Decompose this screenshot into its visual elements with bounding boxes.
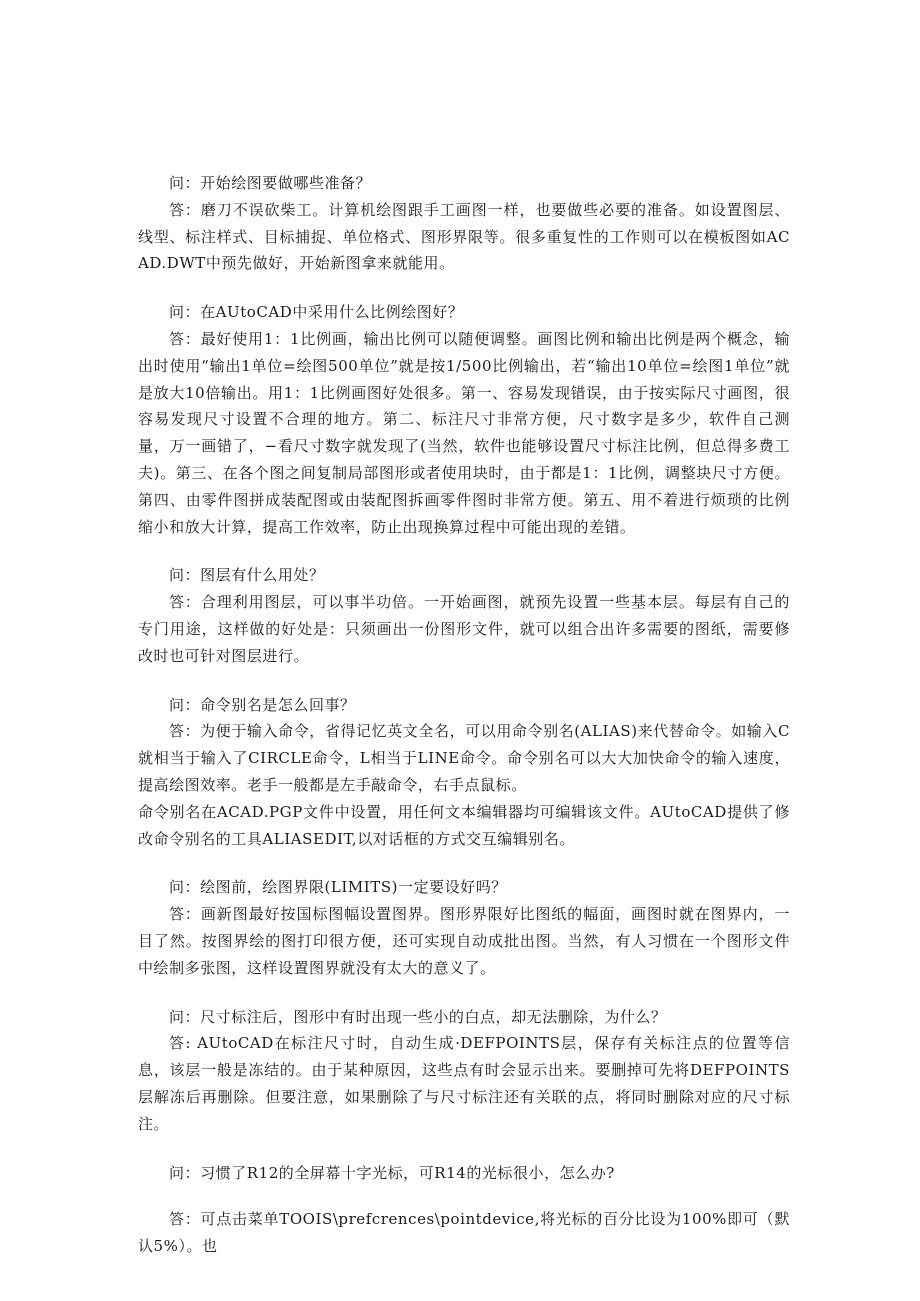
answer-text: 答：磨刀不误砍柴工。计算机绘图跟手工画图一样，也要做些必要的准备。如设置图层、线型、标注样式、目标捕捉、单位格式、图形界限等。很多重复性的工作则可以在模板图如ACAD.DWT中预先做好，开始新图拿来就能用。: [138, 200, 790, 273]
qa-section-7: [138, 1160, 790, 1260]
qa-section-4: [138, 692, 790, 853]
answer-text: 答：为便于输入命令，省得记忆英文全名，可以用命令别名(ALIAS)来代替命令。如输入C就相当于输入了CIRCLE命令，L相当于LINE命令。命令别名可以大大加快命令的输入速度，提高绘图效率。老手一般都是左手敲命令，右手点鼠标。: [138, 722, 790, 794]
answer-text: 答：可点击菜单TOOIS\prefcrences\pointdevice,将光标的百分比设为100%即可（默认5%）。也: [138, 1210, 790, 1256]
question-text: 问：开始绘图要做哪些准备？: [169, 174, 372, 192]
question-text: 问：习惯了R12的全屏幕十字光标，可R14的光标很小，怎么办?: [169, 1163, 615, 1182]
question-text: 问：绘图前，绘图界限(LIMITS)一定要设好吗？: [169, 878, 507, 897]
answer-text: 答：最好使用1：1比例画，输出比例可以随便调整。画图比例和输出比例是两个概念，输出时使用“输出1单位=绘图500单位”就是按1/500比例输出，若“输出10单位=绘图1单位”就是放大10倍输出。用1：1比例画图好处很多。第一、容易发现错误，由于按实际尺寸画图，很容易发现尺寸设置不合理的地方。第二、标注尺寸非常方便，尺寸数字是多少，软件自己测量，万一画错了，−看尺寸数字就发现了(当然，软件也能够设置尺寸标注比例，但总得多费工夫)。第三、在各个图之间复制局部图形或者使用块时，由于都是1：1比例，调整块尺寸方便。第四、由零件图拼成装配图或由装配图拆画零件图时非常方便。第五、用不着进行烦琐的比例缩小和放大计算，提高工作效率，防止出现换算过程中可能出现的差错。: [138, 329, 790, 536]
question-text: 问：图层有什么用处？: [169, 566, 325, 585]
qa-section-1: [138, 170, 790, 277]
qa-section-2: [138, 299, 790, 540]
question-text: 问：尺寸标注后，图形中有时出现一些小的白点，却无法删除，为什么？: [169, 1007, 667, 1026]
document-body: [138, 170, 790, 1282]
question-text: 问：命令别名是怎么回事？: [169, 695, 356, 714]
answer-text: 答：画新图最好按国标图幅设置图界。图形界限好比图纸的幅面，画图时就在图界内，一目了然。按图界绘的图打印很方便，还可实现自动成批出图。当然，有人习惯在一个图形文件中绘制多张图，这样设置图界就没有太大的意义了。: [138, 905, 790, 977]
qa-section-5: [138, 874, 790, 981]
answer-text: 答：合理利用图层，可以事半功倍。一开始画图，就预先设置一些基本层。每层有自己的专门用途，这样做的好处是：只须画出一份图形文件，就可以组合出许多需要的图纸，需要修改时也可针对图层进行。: [138, 593, 790, 665]
qa-section-6: [138, 1004, 790, 1138]
answer-continuation: 命令别名在ACAD.PGP文件中设置，用任何文本编辑器均可编辑该文件。AUtoCAD提供了修改命令别名的工具ALIASEDIT,以对话框的方式交互编辑别名。: [138, 802, 790, 848]
paragraph-gap: [138, 1186, 790, 1206]
qa-section-3: [138, 562, 790, 669]
question-text: 问：在AUtoCAD中采用什么比例绘图好？: [169, 303, 464, 322]
answer-text: 答: AUtoCAD在标注尺寸时，自动生成·DEFPOINTS层，保存有关标注点的位置等信息，该层一般是冻结的。由于某种原因，这些点有时会显示出来。要删掉可先将DEFPOINTS层解冻后再删除。但要注意，如果删除了与尺寸标注还有关联的点，将同时删除对应的尺寸标注。: [138, 1034, 790, 1133]
